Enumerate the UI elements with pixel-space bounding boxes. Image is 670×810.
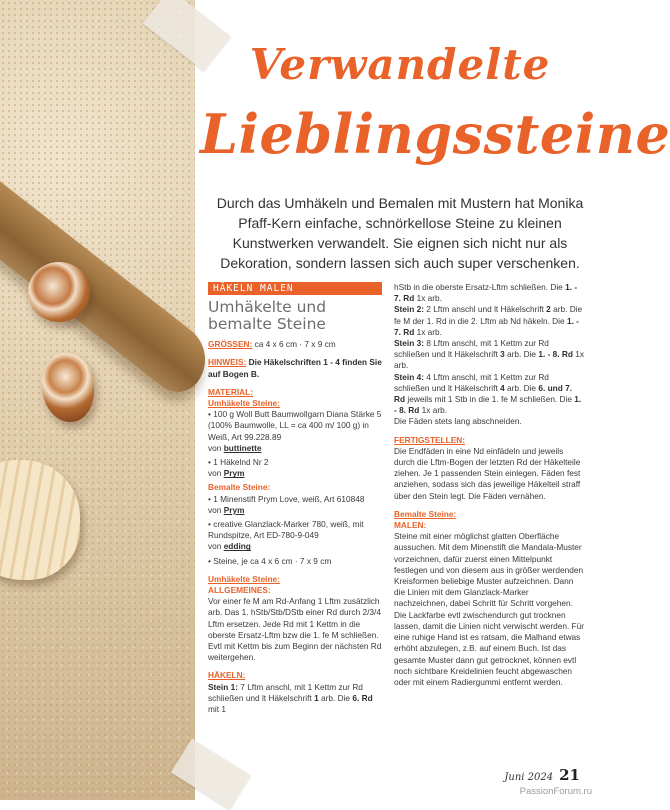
size-line: [208, 339, 384, 350]
hint-line: [208, 357, 384, 379]
painted-stones-label: Bemalte Steine:: [394, 508, 457, 519]
finishing-heading: FERTIGSTELLEN:: [394, 434, 465, 445]
brand-name: buttinette: [223, 442, 262, 453]
brand-name: Prym: [223, 504, 245, 515]
general-heading: ALLGEMEINES:: [208, 585, 271, 596]
material-item: • 100 g Woll Butt Baumwollgarn Diana Stärke 5 (100% Baumwolle, LL = ca 400 m/ 100 g) in Weiß, Art 99.228.89: [208, 409, 382, 442]
brand-name: Prym: [223, 468, 245, 479]
watermark: PassionForum.ru: [519, 786, 592, 797]
stone-3-text: Stein 3: 8 Lftm anschl, mit 1 Kettm zur Rd schließen und lt Häkelschrift 3 arb. Die 1. - 8. Rd 1x arb.: [394, 338, 585, 371]
title-line-2: Lieblingssteine: [200, 102, 670, 166]
brand-name: edding: [223, 541, 251, 552]
beach-photo: [0, 0, 195, 800]
material-item: • 1 Minenstift Prym Love, weiß, Art 610848: [208, 493, 365, 504]
size-label: GRÖSSEN:: [208, 339, 253, 350]
issue-date: Juni 2024: [504, 772, 554, 783]
page-folio: [504, 766, 580, 784]
snail-shell-image: [28, 262, 90, 322]
general-text: Vor einer fe M am Rd-Anfang 1 Lftm zusätzlich arb. Das 1. hStb/Stb/DStb einer Rd durch 2/3/4 Lftm ersetzen. Jede Rd mit 1 Kettm in die oberste Ersatz-Lftm bzw die 1. fe M schließen. Evtl mit Kettm bis zum Beginn der nächsten Rd weitergehen.: [208, 596, 382, 663]
topic-banner: HÄKELN MALEN: [208, 282, 382, 295]
finishing-text: Die Endfäden in eine Nd einfädeln und jeweils durch die Lftm-Bogen der letzten Rd der Häkelteile ziehen. Je 1 passenden Stein einlegen. Fäden fest anziehen, sodass sich das jeweilige Häkelteil straff über den Stein legt. Die Fäden vernähen.: [394, 445, 581, 501]
size-text: ca 4 x 6 cm · 7 x 9 cm: [252, 339, 336, 350]
material-source: von Prym: [208, 504, 245, 515]
right-column: [394, 282, 584, 688]
stone-1-cont: hStb in die oberste Ersatz-Lftm schließen. Die 1. - 7. Rd 1x arb.: [394, 282, 578, 304]
intro-text: Durch das Umhäkeln und Bemalen mit Mustern hat Monika Pfaff-Kern einfache, schnörkellose Steine zu kleinen Kunstwerken verwandelt. Sie eignen sich nicht nur als Dekoration, sondern lassen sich auch super verschenken.: [216, 195, 584, 271]
snail-shell-image: [42, 352, 94, 422]
hint-text: Die Häkelschriften 1 - 4 finden Sie auf Bogen B.: [208, 357, 382, 379]
threads-note: Die Fäden stets lang abschneiden.: [394, 416, 522, 427]
material-source: von edding: [208, 541, 251, 552]
stone-1-text: Stein 1: 7 Lftm anschl, mit 1 Kettm zur Rd schließen und lt Häkelschrift 1 arb. Die 6. Rd mit 1: [208, 681, 373, 715]
stone-4-text: Stein 4: 4 Lftm anschl, mit 1 Kettm zur Rd schließen und lt Häkelschrift 4 arb. Die 6. und 7. Rd jeweils mit 1 Stb in die 1. fe M schließen. Die 1. - 8. Rd 1x arb.: [394, 371, 582, 416]
painting-text: Steine mit einer möglichst glatten Oberfläche aussuchen. Mit dem Minenstift die Mandala-Muster vorzeichnen, dafür zuerst einen Mittelpunkt festlegen und von diesem aus in größer werdenden Kreisformen beliebige Muster aufzeichnen. Dann die Linien mit dem Glanzlack-Marker nachzeichnen, dabei Schritt für Schritt vorgehen. Die Lackfarbe evtl zwischendurch gut trocknen lassen, damit die Linien nicht verwischt werden. Für eine ruhige Hand ist es ratsam, die Malhand etwas erhöht abzulegen, z.B. auf einem Buch. Ist das gesamte Muster dann gut getrocknet, können evtl noch sichtbare Kreidelinien feucht abgewaschen oder mit einem Radiergummi entfernt werden.: [394, 531, 584, 687]
material-painted-label: Bemalte Steine:: [208, 482, 271, 493]
section-title: Umhäkelte und bemalte Steine: [208, 298, 327, 334]
page-number: 21: [559, 766, 580, 784]
material-source: von Prym: [208, 468, 245, 479]
hint-label: HINWEIS:: [208, 357, 247, 368]
material-item: • Steine, je ca 4 x 6 cm · 7 x 9 cm: [208, 555, 332, 566]
material-source: von buttinette: [208, 442, 262, 453]
material-item: • 1 Häkelnd Nr 2: [208, 457, 269, 468]
material-item: • creative Glanzlack-Marker 780, weiß, mit Rundspitze, Art ED-780-9-049: [208, 519, 364, 541]
stone-2-text: Stein 2: 2 Lftm anschl und lt Häkelschrift 2 arb. Die fe M der 1. Rd in die 2. Lftm ab Nd häkeln. Die 1. - 7. Rd 1x arb.: [394, 304, 583, 337]
sand-texture: [0, 0, 195, 800]
left-column: [208, 282, 384, 715]
material-crochet-label: Umhäkelte Steine:: [208, 398, 280, 409]
title-line-1: Verwandelte: [249, 40, 551, 89]
painting-heading: MALEN:: [394, 520, 427, 531]
crochet-heading: HÄKELN:: [208, 670, 246, 681]
material-heading: MATERIAL:: [208, 386, 254, 397]
crochet-stones-label: Umhäkelte Steine:: [208, 573, 280, 584]
